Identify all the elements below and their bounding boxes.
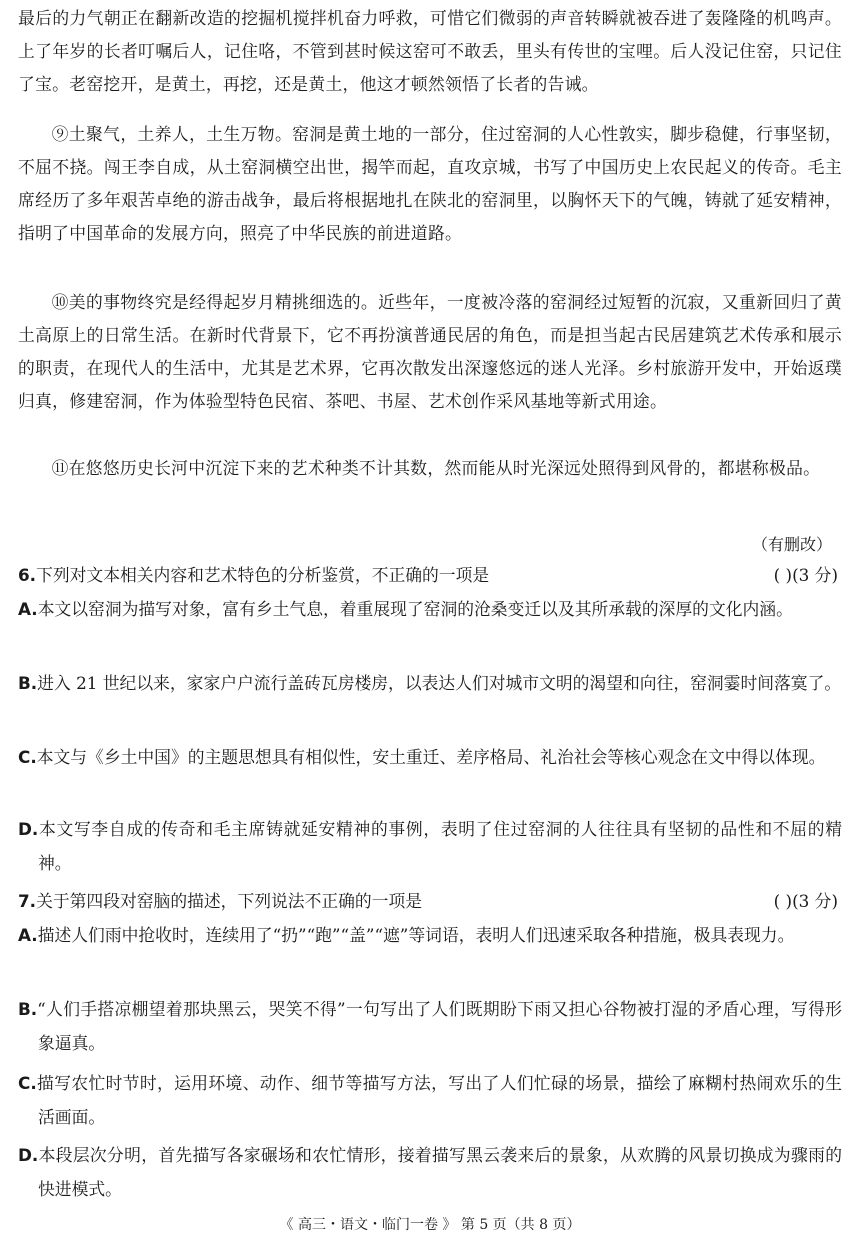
option-text: 本文写李自成的传奇和毛主席铸就延安精神的事例，表明了住过窑洞的人往往具有坚韧的品性和不屈的精神。 [38, 819, 842, 873]
question-6-option-a [18, 592, 842, 626]
option-label: A. [18, 599, 38, 619]
answer-bracket-score: ( )(3 分) [773, 891, 838, 911]
option-text: 描述人们雨中抢收时，连续用了“扔”“跑”“盖”“遮”等词语，表明人们迅速采取各种措施，极具表现力。 [37, 925, 795, 945]
question-number: 6. [18, 565, 37, 585]
option-text: 描写农忙时节时，运用环境、动作、细节等描写方法，写出了人们忙碌的场景，描绘了麻糊村热闹欢乐的生活画面。 [36, 1073, 842, 1127]
question-number: 7. [18, 891, 37, 911]
question-7-option-b [18, 992, 842, 1060]
option-label: A. [18, 925, 38, 945]
option-text: 本文与《乡土中国》的主题思想具有相似性，安土重迁、差序格局、礼治社会等核心观念在文中得以体现。 [36, 747, 826, 767]
question-7-option-a [18, 918, 842, 952]
question-text: 关于第四段对窑脑的描述，下列说法不正确的一项是 [36, 891, 423, 911]
passage-paragraph-11: ⑪在悠悠历史长河中沉淀下来的艺术种类不计其数，然而能从时光深远处照得到风骨的，都堪称极品。 [51, 458, 821, 478]
question-7-stem [18, 886, 842, 916]
option-label: B. [18, 999, 38, 1019]
passage-paragraph-9: ⑨土聚气，土养人，土生万物。窑洞是黄土地的一部分，住过窑洞的人心性敦实，脚步稳健，行事坚韧，不屈不挠。闯王李自成，从土窑洞横空出世，揭竿而起，直攻京城，书写了中国历史上农民起义的传奇。毛主席经历了多年艰苦卓绝的游击战争，最后将根据地扎在陕北的窑洞里，以胸怀天下的气魄，铸就了延安精神，指明了中国革命的发展方向，照亮了中华民族的前进道路。 [18, 124, 842, 243]
question-text: 下列对文本相关内容和艺术特色的分析鉴赏，不正确的一项是 [36, 565, 490, 585]
question-7-option-d [18, 1138, 842, 1206]
option-label: C. [18, 747, 37, 767]
question-6-option-c [18, 740, 842, 774]
question-6-stem [18, 560, 842, 590]
option-text: “人们手搭凉棚望着那块黑云，哭笑不得”一句写出了人们既期盼下雨又担心谷物被打湿的矛盾心理，写得形象逼真。 [37, 999, 842, 1053]
option-text: 本段层次分明，首先描写各家碾场和农忙情形，接着描写黑云袭来后的景象，从欢腾的风景切换成为骤雨的快进模式。 [38, 1145, 842, 1199]
option-label: D. [18, 1145, 39, 1165]
question-6-option-b [18, 666, 842, 700]
option-label: D. [18, 819, 39, 839]
option-label: B. [18, 673, 38, 693]
source-note: （有删改） [751, 535, 832, 554]
option-text: 进入 21 世纪以来，家家户户流行盖砖瓦房楼房，以表达人们对城市文明的渴望和向往，窑洞霎时间落寞了。 [37, 673, 842, 693]
passage-paragraph-8-tail: 最后的力气朝正在翻新改造的挖掘机搅拌机奋力呼救，可惜它们微弱的声音转瞬就被吞进了轰隆隆的机鸣声。上了年岁的长者叮嘱后人，记住咯，不管到甚时候这窑可不敢丢，里头有传世的宝哩。后人没记住窑，只记住了宝。老窑挖开，是黄土，再挖，还是黄土，他这才顿然领悟了长者的告诫。 [18, 8, 842, 94]
answer-bracket-score: ( )(3 分) [773, 565, 838, 585]
passage-paragraph-10: ⑩美的事物终究是经得起岁月精挑细选的。近些年，一度被冷落的窑洞经过短暂的沉寂，又重新回归了黄土高原上的日常生活。在新时代背景下，它不再扮演普通民居的角色，而是担当起古民居建筑艺术传承和展示的职责，在现代人的生活中，尤其是艺术界，它再次散发出深邃悠远的迷人光泽。乡村旅游开发中，开始返璞归真，修建窑洞，作为体验型特色民宿、茶吧、书屋、艺术创作采风基地等新式用途。 [18, 292, 842, 411]
question-7-option-c [18, 1066, 842, 1134]
question-6-option-d [18, 812, 842, 880]
option-label: C. [18, 1073, 37, 1093]
option-text: 本文以窑洞为描写对象，富有乡土气息，着重展现了窑洞的沧桑变迁以及其所承载的深厚的文化内涵。 [37, 599, 793, 619]
page-footer: 《 高三・语文・临门一卷 》 第 5 页（共 8 页） [279, 1217, 581, 1233]
